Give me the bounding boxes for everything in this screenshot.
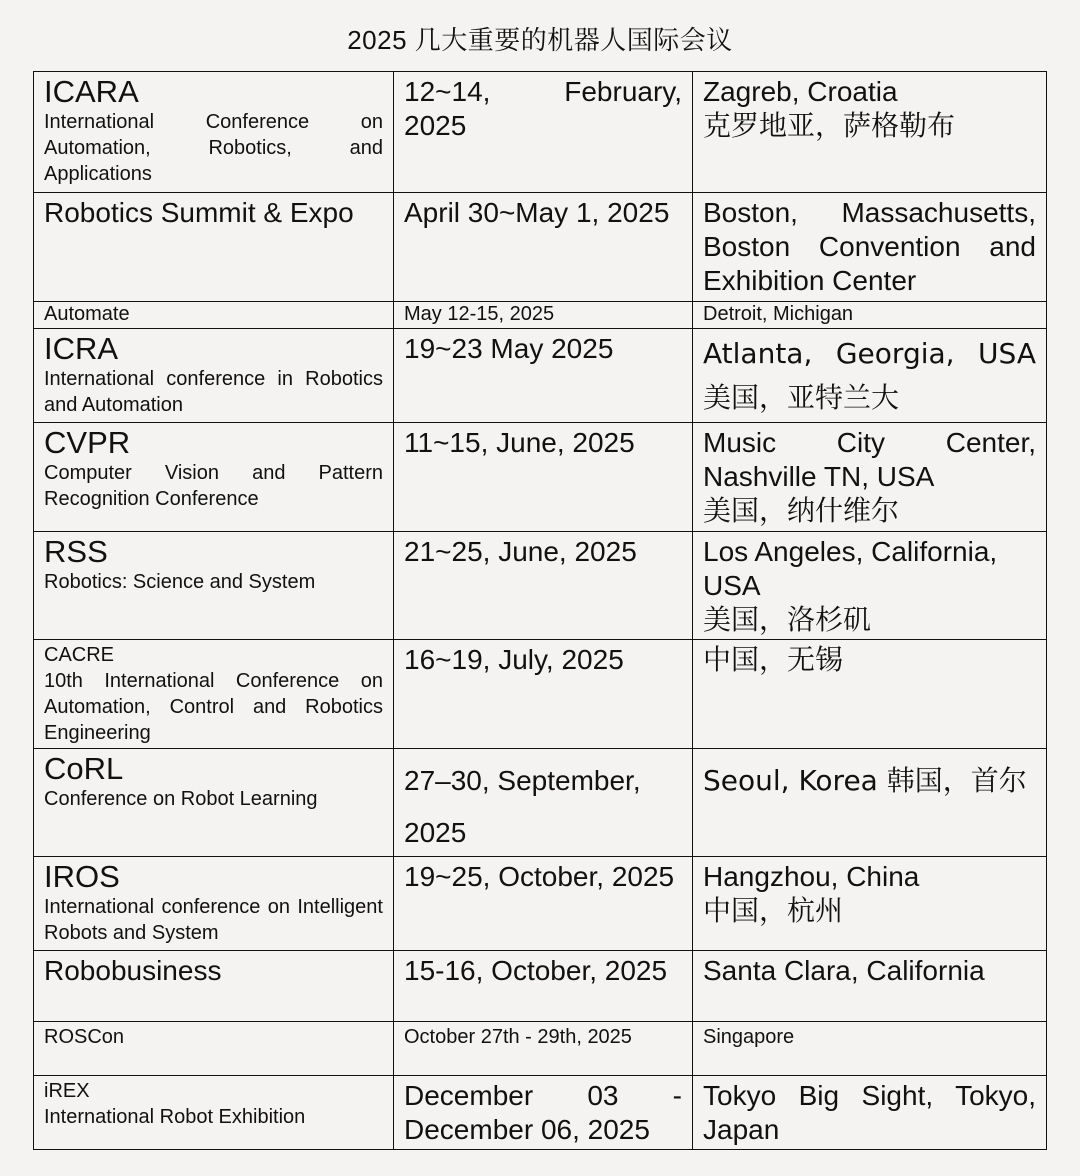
date-cell — [394, 329, 693, 423]
conference-abbr: Robotics Summit & Expo — [44, 197, 354, 228]
conference-location: Los Angeles, California, USA — [703, 536, 998, 601]
conference-location: Zagreb, Croatia — [703, 76, 898, 107]
conference-abbr: Automate — [44, 303, 130, 325]
table-row — [34, 532, 1047, 640]
table-row — [34, 1022, 1047, 1076]
conference-date: 27–30, September, — [404, 765, 641, 796]
table-row — [34, 423, 1047, 532]
date-cell — [394, 749, 693, 857]
conference-location-cn: 美国，洛杉矶 — [703, 603, 872, 636]
conference-name-cell — [34, 640, 394, 749]
table-row — [34, 749, 1047, 857]
date-cell — [394, 951, 693, 1022]
table-row — [34, 857, 1047, 951]
location-cell — [693, 193, 1047, 302]
conference-abbr: iREX — [44, 1080, 90, 1102]
location-cell — [693, 640, 1047, 749]
conference-description: Computer Vision and Pattern Recognition Conference — [44, 462, 383, 510]
conference-abbr: CACRE — [44, 644, 115, 666]
conference-abbr: CVPR — [44, 425, 131, 460]
conference-name-cell — [34, 423, 394, 532]
table-row — [34, 329, 1047, 423]
location-cell — [693, 951, 1047, 1022]
table-row — [34, 951, 1047, 1022]
conference-table — [33, 71, 1047, 1150]
conference-date: 16~19, July, 2025 — [404, 644, 624, 675]
date-cell — [394, 857, 693, 951]
table-row — [34, 193, 1047, 302]
conference-date: October 27th - 29th, 2025 — [404, 1026, 632, 1048]
date-cell — [394, 302, 693, 329]
date-cell — [394, 423, 693, 532]
date-cell — [394, 532, 693, 640]
table-row — [34, 72, 1047, 193]
location-cell — [693, 749, 1047, 857]
conference-location: Seoul, Korea 韩国，首尔 — [703, 764, 1027, 797]
page-title: 2025 几大重要的机器人国际会议 — [347, 25, 733, 55]
conference-description: International conference in Robotics and Automation — [44, 368, 383, 416]
conference-date: December 03 - December 06, 2025 — [404, 1080, 682, 1145]
conference-name-cell — [34, 329, 394, 423]
conference-description: International Conference on Automation, Robotics, and Applications — [44, 111, 383, 185]
conference-location: Boston, Massachusetts, Boston Convention and Exhibition Center — [703, 197, 1036, 296]
date-cell — [394, 193, 693, 302]
conference-date: May 12-15, 2025 — [404, 303, 555, 325]
location-cell — [693, 1076, 1047, 1150]
conference-location: Detroit, Michigan — [703, 303, 854, 325]
conference-date: 11~15, June, 2025 — [404, 427, 635, 458]
conference-description: Conference on Robot Learning — [44, 788, 318, 810]
location-cell — [693, 302, 1047, 329]
conference-abbr: ICRA — [44, 331, 119, 366]
conference-location-cn: 美国，纳什维尔 — [703, 494, 900, 527]
location-cell — [693, 1022, 1047, 1076]
location-cell — [693, 857, 1047, 951]
conference-location: Music City Center, Nashville TN, USA — [703, 427, 1036, 492]
date-cell — [394, 72, 693, 193]
conference-name-cell — [34, 193, 394, 302]
table-row — [34, 640, 1047, 749]
conference-date: 19~23 May 2025 — [404, 333, 614, 364]
conference-location-cn: 中国，无锡 — [703, 643, 844, 676]
conference-location: Santa Clara, California — [703, 955, 985, 986]
conference-location: Tokyo Big Sight, Tokyo, Japan — [703, 1080, 1036, 1145]
date-cell — [394, 1022, 693, 1076]
conference-date: 19~25, October, 2025 — [404, 861, 675, 892]
conference-location-cn: 克罗地亚，萨格勒布 — [703, 109, 956, 142]
conference-description: International conference on Intelligent Robots and System — [44, 896, 383, 944]
conference-name-cell — [34, 302, 394, 329]
conference-name-cell — [34, 857, 394, 951]
conference-name-cell — [34, 1022, 394, 1076]
conference-date: 15-16, October, 2025 — [404, 955, 668, 986]
conference-date: 12~14, February, 2025 — [404, 76, 682, 141]
conference-name-cell — [34, 951, 394, 1022]
date-cell — [394, 640, 693, 749]
conference-abbr: ROSCon — [44, 1026, 125, 1048]
conference-description: Robotics: Science and System — [44, 571, 316, 593]
conference-date-year: 2025 — [404, 817, 467, 848]
conference-location: Singapore — [703, 1026, 795, 1048]
conference-name-cell — [34, 749, 394, 857]
conference-date: 21~25, June, 2025 — [404, 536, 637, 567]
conference-location: Atlanta, Georgia, USA 美国，亚特兰大 — [703, 337, 1036, 414]
table-row — [34, 1076, 1047, 1150]
table-row — [34, 302, 1047, 329]
conference-location: Hangzhou, China — [703, 861, 920, 892]
conference-abbr: RSS — [44, 534, 108, 569]
location-cell — [693, 72, 1047, 193]
conference-name-cell — [34, 72, 394, 193]
conference-abbr: IROS — [44, 859, 120, 894]
conference-abbr: ICARA — [44, 74, 139, 109]
conference-abbr: Robobusiness — [44, 955, 222, 986]
location-cell — [693, 329, 1047, 423]
conference-abbr: CoRL — [44, 751, 124, 786]
location-cell — [693, 423, 1047, 532]
conference-name-cell — [34, 1076, 394, 1150]
conference-name-cell — [34, 532, 394, 640]
conference-description: 10th International Conference on Automation, Control and Robotics Engineering — [44, 670, 383, 744]
date-cell — [394, 1076, 693, 1150]
conference-location-cn: 中国，杭州 — [703, 894, 844, 927]
conference-date: April 30~May 1, 2025 — [404, 197, 670, 228]
location-cell — [693, 532, 1047, 640]
conference-description: International Robot Exhibition — [44, 1106, 306, 1128]
